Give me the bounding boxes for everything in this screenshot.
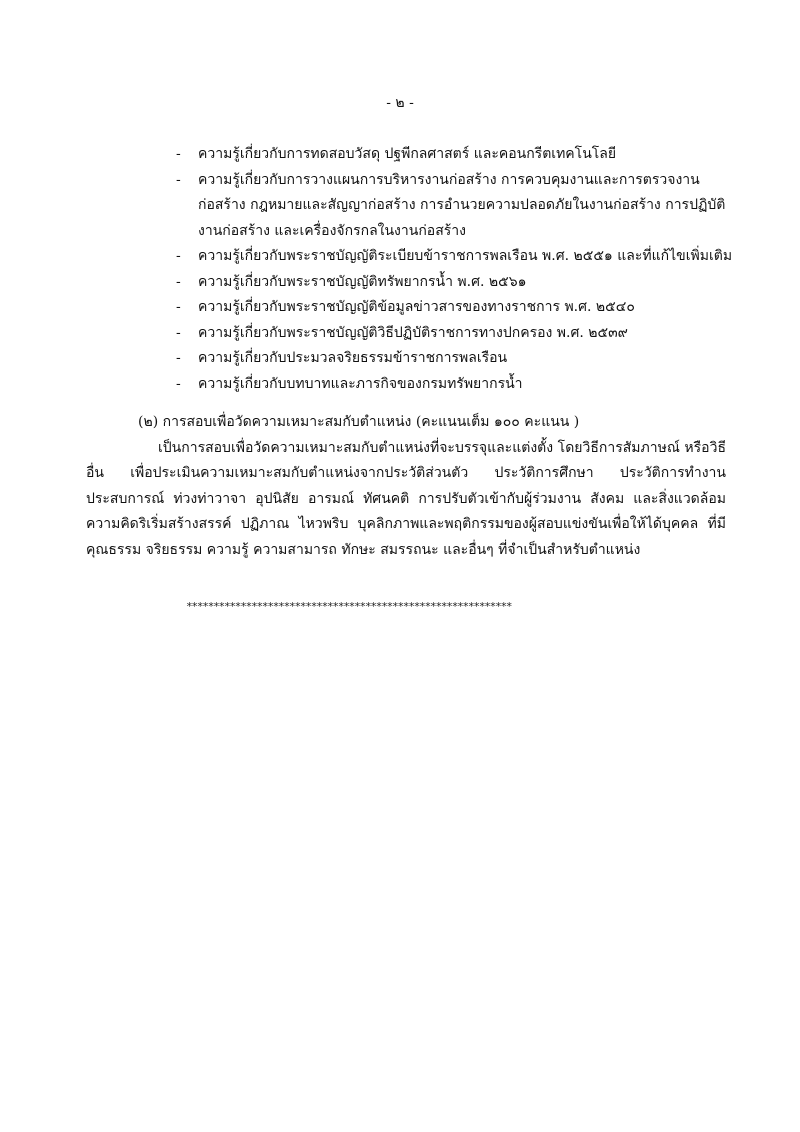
list-item-text: ความรู้เกี่ยวกับการทดสอบวัสดุ ปฐพีกลศาสตร์ และคอนกรีตเทคโนโลยี	[198, 146, 617, 162]
list-item	[176, 321, 726, 347]
list-item-text: ความรู้เกี่ยวกับบทบาทและภารกิจของกรมทรัพยากรน้ำ	[198, 375, 523, 392]
list-item-text: ความรู้เกี่ยวกับพระราชบัญญัติข้อมูลข่าวสารของทางราชการ พ.ศ. ๒๕๔๐	[198, 299, 635, 315]
list-item-text: ความรู้เกี่ยวกับพระราชบัญญัติทรัพยากรน้ำ พ.ศ. ๒๕๖๑	[198, 273, 527, 290]
bullet-dash: -	[176, 350, 181, 366]
end-divider: ************************************************************	[186, 600, 512, 613]
list-item	[86, 168, 726, 245]
bullet-dash: -	[176, 273, 181, 290]
page-number: - ๒ -	[386, 95, 414, 111]
bullet-dash: -	[176, 375, 181, 392]
bullet-dash: -	[176, 324, 181, 341]
list-item	[176, 142, 726, 168]
list-item-text: ความรู้เกี่ยวกับพระราชบัญญัติวิธีปฏิบัติราชการทางปกครอง พ.ศ. ๒๕๓๙	[198, 324, 628, 341]
section-body: เป็นการสอบเพื่อวัดความเหมาะสมกับตำแหน่งที่จะบรรจุและแต่งตั้ง โดยวิธีการสัมภาษณ์ หรือวิธีอื่น เพื่อประเมินความเหมาะสมกับตำแหน่งจากประวัติส่วนตัว ประวัติการศึกษา ประวัติการทำงาน ประสบการณ์ ท่วงท่าวาจา อุปนิสัย อารมณ์ ทัศนคติ การปรับตัวเข้ากับผู้ร่วมงาน สังคม และสิ่งแวดล้อม ความคิดริเริ่มสร้างสรรค์ ปฏิภาณ ไหวพริบ บุคลิกภาพและพฤติกรรมของผู้สอบแข่งขันเพื่อให้ได้บุคคล ที่มีคุณธรรม จริยธรรม ความรู้ ความสามารถ ทักษะ สมรรถนะ และอื่นๆ ที่จำเป็นสำหรับตำแหน่ง	[86, 439, 726, 558]
knowledge-list	[176, 142, 733, 397]
section-2	[86, 410, 726, 563]
list-item-text: ความรู้เกี่ยวกับประมวลจริยธรรมข้าราชการพลเรือน	[198, 350, 508, 366]
section-heading: (๒) การสอบเพื่อวัดความเหมาะสมกับตำแหน่ง (คะแนนเต็ม ๑๐๐ คะแนน )	[138, 414, 580, 430]
list-item	[176, 372, 726, 398]
list-item	[176, 346, 726, 372]
bullet-dash: -	[176, 146, 181, 162]
list-item	[176, 270, 726, 296]
bullet-dash: -	[176, 299, 181, 315]
list-item	[176, 295, 726, 321]
list-item	[176, 244, 733, 270]
bullet-dash: -	[176, 248, 181, 264]
list-item-text: ความรู้เกี่ยวกับการวางแผนการบริหารงานก่อสร้าง การควบคุมงานและการตรวจงานก่อสร้าง กฎหมายและสัญญาก่อสร้าง การอำนวยความปลอดภัยในงานก่อสร้าง การปฏิบัติงานก่อสร้าง และเครื่องจักรกลในงานก่อสร้าง	[198, 171, 726, 239]
list-item-text: ความรู้เกี่ยวกับพระราชบัญญัติระเบียบข้าราชการพลเรือน พ.ศ. ๒๕๕๑ และที่แก้ไขเพิ่มเติม	[198, 248, 733, 264]
bullet-dash: -	[176, 171, 181, 188]
